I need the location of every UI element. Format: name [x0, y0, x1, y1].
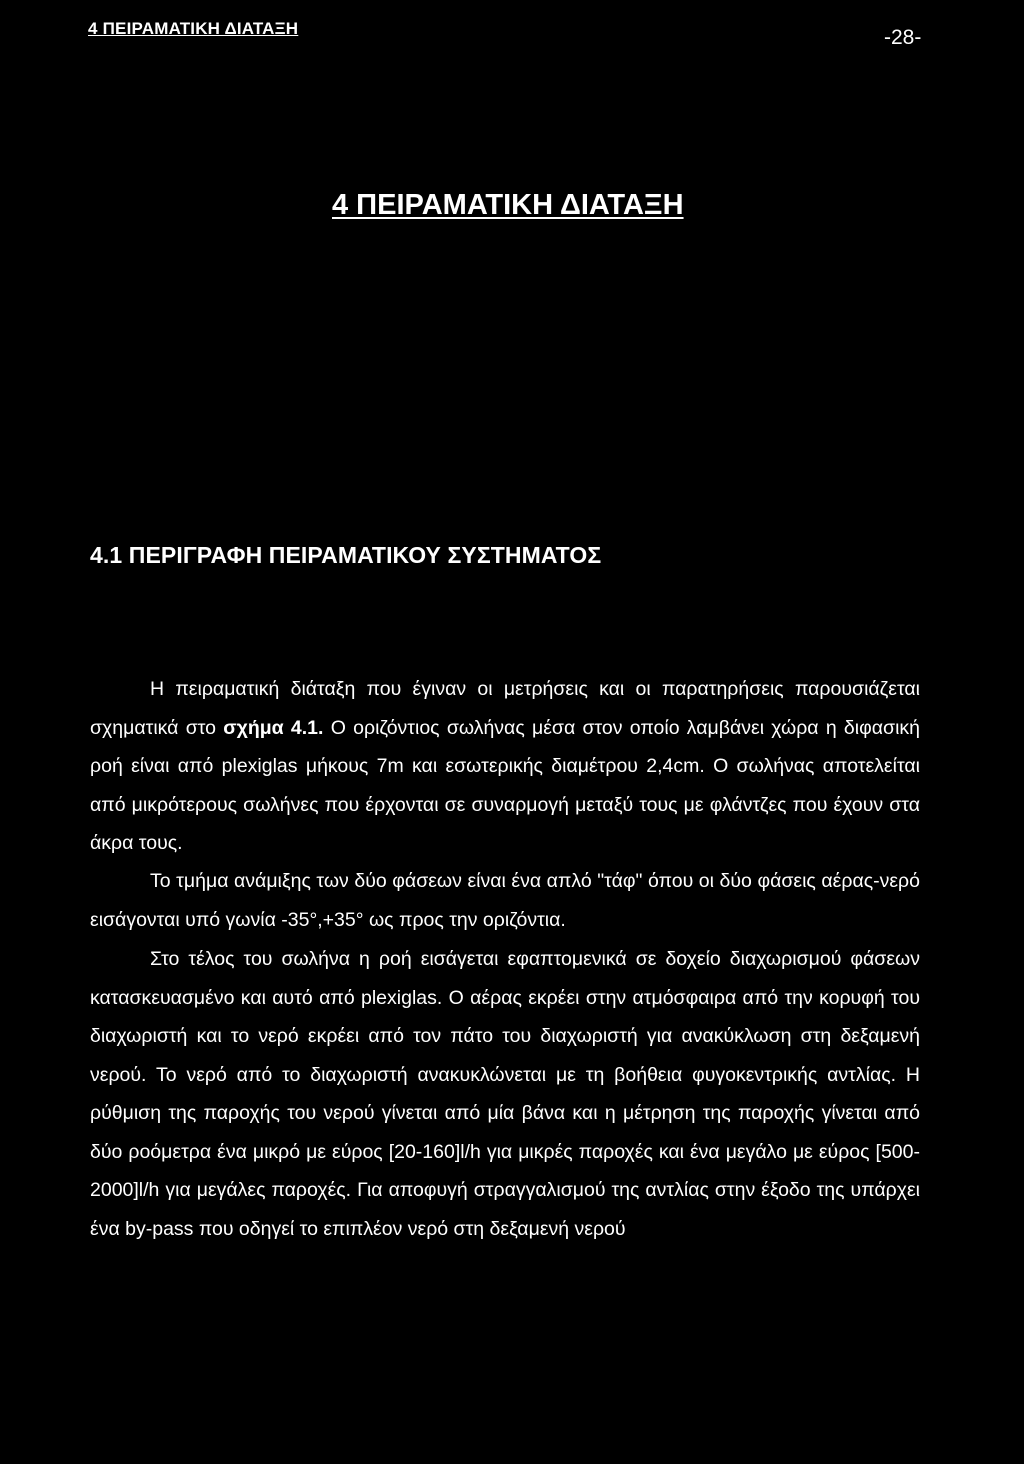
chapter-title: 4 ΠΕΙΡΑΜΑΤΙΚΗ ΔΙΑΤΑΞΗ [332, 189, 684, 221]
paragraph-separator-and-flow: Στο τέλος του σωλήνα η ροή εισάγεται εφαπτομενικά σε δοχείο διαχωρισμού φάσεων κατασκευασμένο και αυτό από plexiglas. Ο αέρας εκρέει στην ατμόσφαιρα από την κορυφή του διαχωριστή και το νερό εκρέει από τον πάτο του διαχωριστή για ανακύκλωση στη δεξαμενή νερού. Το νερό από το διαχωριστή ανακυκλώνεται με τη βοήθεια φυγοκεντρικής αντλίας. Η ρύθμιση της παροχής του νερού γίνεται από μία βάνα και η μέτρηση της παροχής γίνεται από δύο ροόμετρα ένα μικρό με εύρος [20-160]l/h για μικρές παροχές και ένα μεγάλο με εύρος [500-2000]l/h για μεγάλες παροχές. Για αποφυγή στραγγαλισμού της αντλίας στην έξοδο της υπάρχει ένα by-pass που οδηγεί το επιπλέον νερό στη δεξαμενή νερού [90, 948, 920, 1240]
paragraph-text: Η πειραματική διάταξη που έγιναν οι μετρήσεις και οι παρατηρήσεις παρουσιάζεται σχηματικά στο [90, 678, 920, 739]
paragraph-mixing-section: Το τμήμα ανάμιξης των δύο φάσεων είναι ένα απλό "τάφ" όπου οι δύο φάσεις αέρας-νερό εισάγονται υπό γωνία -35°,+35° ως προς την οριζόντια. [90, 870, 920, 931]
paragraph-text: Ο οριζόντιος σωλήνας μέσα στον οποίο λαμβάνει χώρα η διφασική ροή είναι από plexiglas μήκους 7m και εσωτερικής διαμέτρου 2,4cm. Ο σωλήνας αποτελείται από μικρότερους σωλήνες που έρχονται σε συναρμογή μεταξύ τους με φλάντζες που έχουν στα άκρα τους. [90, 716, 920, 854]
section-title: 4.1 ΠΕΡΙΓΡΑΦΗ ΠΕΙΡΑΜΑΤΙΚΟΥ ΣΥΣΤΗΜΑΤΟΣ [90, 542, 602, 568]
paragraph-system-description [90, 670, 920, 863]
page-number: -28- [884, 26, 922, 49]
figure-reference: σχήμα 4.1. [223, 716, 324, 739]
running-header-title: 4 ΠΕΙΡΑΜΑΤΙΚΗ ΔΙΑΤΑΞΗ [88, 19, 299, 38]
